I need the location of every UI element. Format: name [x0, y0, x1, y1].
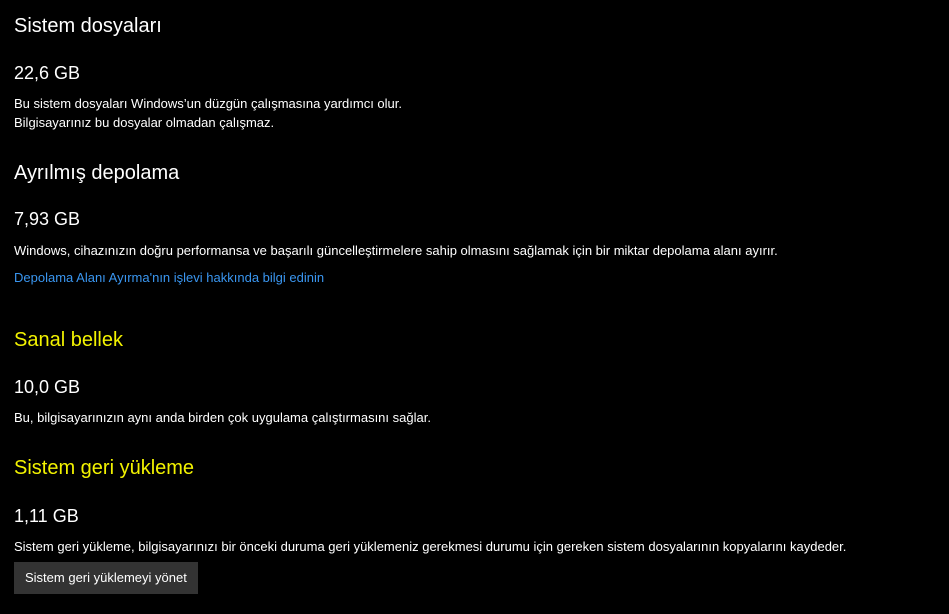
section-title-system-restore: Sistem geri yükleme — [14, 457, 195, 479]
description-virtual-memory — [14, 408, 431, 427]
manage-system-restore-button[interactable]: Sistem geri yüklemeyi yönet — [14, 562, 198, 594]
section-title-reserved-storage: Ayrılmış depolama — [14, 162, 180, 184]
description-reserved-storage — [14, 241, 778, 260]
description-line: Bu sistem dosyaları Windows’un düzgün çalışmasına yardımcı olur. — [14, 96, 403, 111]
description-line: Windows, cihazınızın doğru performansa ve başarılı güncelleştirmelere sahip olmasını sağlamak için bir miktar depolama alanı ayırır. — [14, 243, 778, 258]
size-virtual-memory: 10,0 GB — [14, 377, 81, 397]
section-title-virtual-memory: Sanal bellek — [14, 329, 123, 351]
description-system-files — [14, 94, 402, 132]
section-title-system-files: Sistem dosyaları — [14, 15, 162, 37]
description-line: Bilgisayarınız bu dosyalar olmadan çalışmaz. — [14, 115, 275, 130]
size-reserved-storage: 7,93 GB — [14, 209, 81, 229]
description-system-restore — [14, 537, 846, 556]
reserved-storage-learn-more-link[interactable]: Depolama Alanı Ayırma'nın işlevi hakkında bilgi edinin — [14, 270, 325, 285]
description-line: Sistem geri yükleme, bilgisayarınızı bir önceki duruma geri yüklemeniz gerekmesi durumu için gereken sistem dosyalarının kopyalarını kaydeder. — [14, 539, 847, 554]
size-system-restore: 1,11 GB — [14, 506, 79, 526]
description-line: Bu, bilgisayarınızın aynı anda birden çok uygulama çalıştırmasını sağlar. — [14, 410, 431, 425]
size-system-files: 22,6 GB — [14, 63, 81, 83]
